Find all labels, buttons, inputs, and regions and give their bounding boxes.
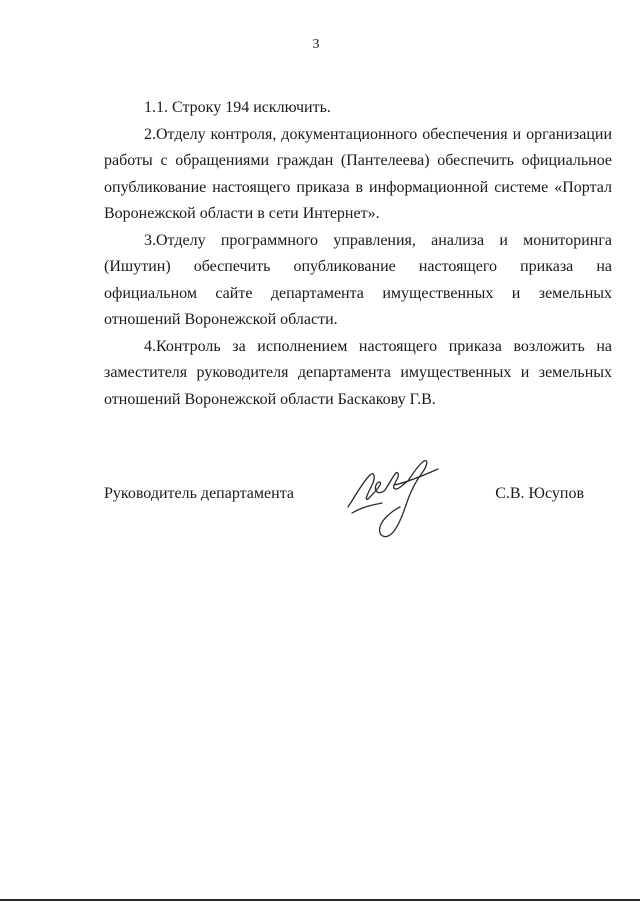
bottom-edge-line: [0, 899, 640, 901]
paragraph-4: 4.Контроль за исполнением настоящего приказа возложить на заместителя руководителя департамента имущественных и земельных отношений Воронежской области Баскакову Г.В.: [104, 337, 612, 408]
signatory-role: Руководитель департамента: [104, 485, 294, 502]
paragraph-3: 3.Отделу программного управления, анализа и мониторинга (Ишутин) обеспечить опубликование настоящего приказа на официальном сайте департамента имущественных и земельных отношений Воронежской области.: [104, 231, 612, 328]
paragraph-2: 2.Отделу контроля, документационного обеспечения и организации работы с обращениями граждан (Пантелеева) обеспечить официальное опубликование настоящего приказа в информационной системе «Портал Воронежской области в сети Интернет».: [104, 125, 612, 222]
signatory-name: С.В. Юсупов: [495, 485, 584, 502]
handwritten-signature-icon: [338, 455, 450, 545]
paragraph-1-1: 1.1. Строку 194 исключить.: [144, 99, 331, 116]
document-body: [104, 95, 612, 413]
page-number: 3: [312, 37, 320, 52]
